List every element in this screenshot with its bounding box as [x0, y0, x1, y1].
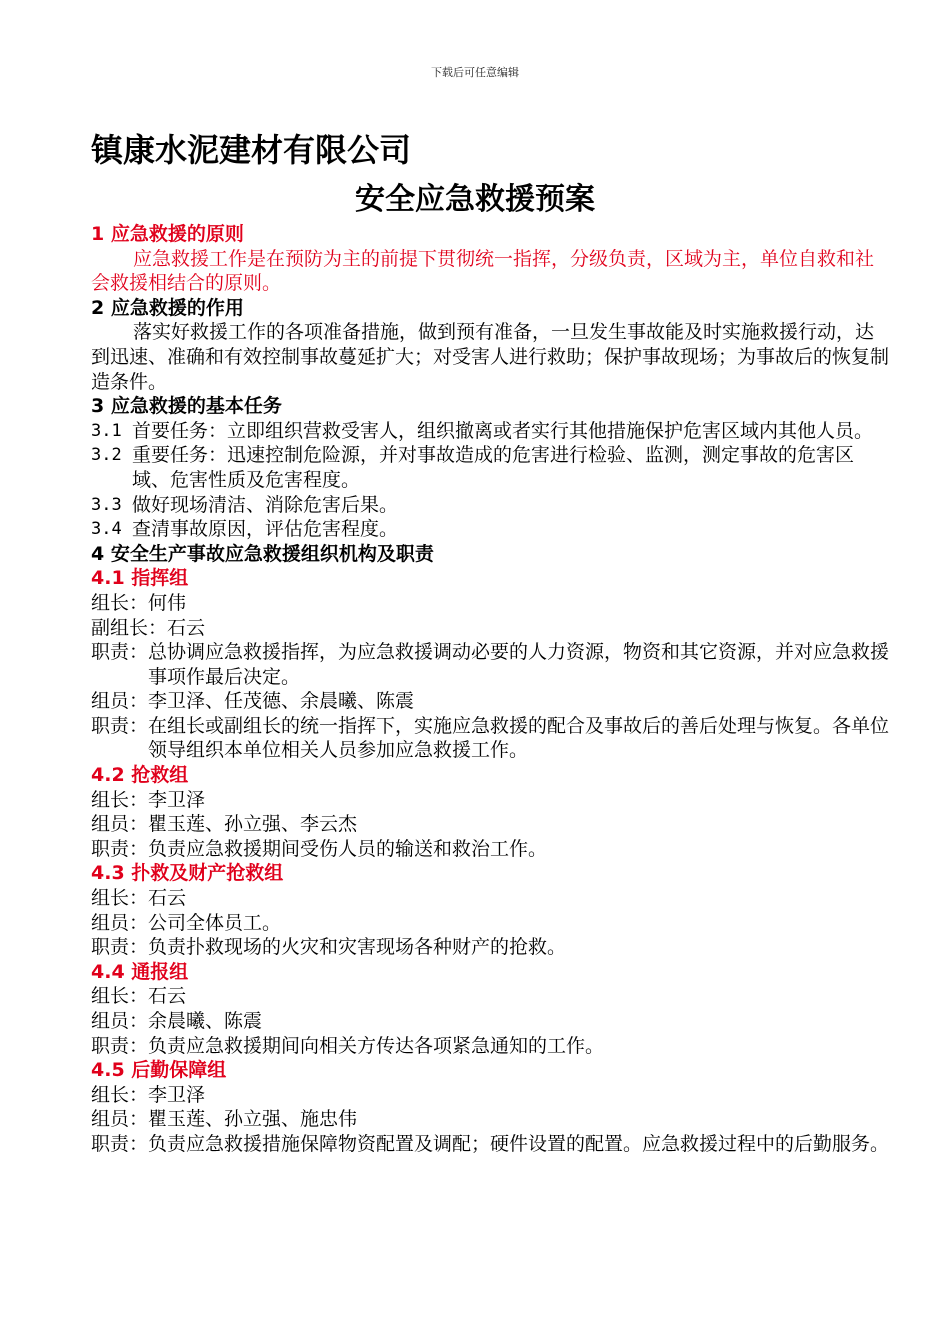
row-value: 石云	[167, 616, 206, 639]
row-value: 余晨曦、陈震	[148, 1010, 263, 1032]
row-value: 何伟	[148, 591, 187, 614]
member-row	[91, 640, 891, 689]
group-heading-rescue: 4.2 抢救组	[91, 764, 189, 787]
member-row	[91, 591, 891, 616]
task-label: 3.3	[91, 494, 132, 515]
row-key: 职责：	[91, 714, 149, 737]
row-value: 石云	[148, 985, 187, 1008]
member-row	[91, 1009, 891, 1034]
row-value: 石云	[148, 887, 187, 910]
row-value: 公司全体员工。	[148, 911, 282, 934]
row-key: 组员：	[91, 813, 149, 836]
task-item	[91, 419, 891, 444]
group-heading-command: 4.1 指挥组	[91, 567, 189, 590]
member-row	[91, 837, 891, 862]
row-key: 组员：	[91, 690, 149, 713]
row-key: 组员：	[91, 911, 149, 934]
row-key: 组长：	[91, 788, 149, 811]
group-heading-fire-property: 4.3 扑救及财产抢救组	[91, 862, 284, 885]
task-item	[91, 493, 891, 518]
member-row	[91, 812, 891, 837]
row-value: 瞿玉莲、孙立强、李云杰	[148, 813, 358, 836]
row-key: 职责：	[91, 936, 149, 959]
row-key: 组长：	[91, 591, 149, 614]
task-label: 3.4	[91, 519, 132, 540]
section-4-heading: 4 安全生产事故应急救援组织机构及职责	[91, 542, 434, 565]
section-2-heading: 2 应急救援的作用	[91, 296, 244, 319]
row-value: 负责扑救现场的火灾和灾害现场各种财产的抢救。	[148, 936, 567, 959]
member-row	[91, 984, 891, 1009]
member-row	[91, 1132, 891, 1157]
task-item	[91, 443, 891, 492]
section-1-heading: 1 应急救援的原则	[91, 223, 244, 245]
company-name: 镇康水泥建材有限公司	[91, 131, 412, 169]
task-label: 3.2	[91, 445, 132, 466]
group-heading-notification: 4.4 通报组	[91, 960, 189, 983]
member-row	[91, 616, 891, 641]
header-note: 下载后可任意编辑	[431, 66, 519, 79]
row-value: 在组长或副组长的统一指挥下，实施应急救援的配合及事故后的善后处理与恢复。各单位领导组织本单位相关人员参加应急救援工作。	[148, 714, 890, 762]
member-row	[91, 1107, 891, 1132]
row-key: 副组长：	[91, 616, 168, 639]
task-text: 首要任务：立即组织营救受害人，组织撤离或者实行其他措施保护危害区域内其他人员。	[131, 419, 873, 442]
section-2-text: 落实好救援工作的各项准备措施，做到预有准备，一旦发生事故能及时实施救援行动，达到迅速、准确和有效控制事故蔓延扩大；对受害人进行救助；保护事故现场；为事故后的恢复制造条件。	[91, 321, 890, 393]
member-row	[91, 1083, 891, 1108]
task-item	[91, 517, 891, 542]
task-text: 查清事故原因，评估危害程度。	[131, 518, 398, 541]
group-heading-logistics: 4.5 后勤保障组	[91, 1059, 227, 1082]
row-value: 李卫泽	[148, 1083, 206, 1106]
row-key: 组长：	[91, 985, 149, 1008]
member-row	[91, 689, 891, 714]
task-label: 3.1	[91, 420, 132, 441]
row-value: 总协调应急救援指挥，为应急救援调动必要的人力资源，物资和其它资源，并对应急救援事项作最后决定。	[148, 641, 890, 688]
row-key: 职责：	[91, 641, 149, 664]
row-key: 组长：	[91, 887, 149, 910]
row-value: 负责应急救援措施保障物资配置及调配；硬件设置的配置。应急救援过程中的后勤服务。	[148, 1132, 890, 1155]
task-text: 做好现场清洁、消除危害后果。	[131, 493, 398, 516]
task-text: 重要任务：迅速控制危险源，并对事故造成的危害进行检验、监测，测定事故的危害区域、危害性质及危害程度。	[131, 444, 854, 491]
row-key: 组员：	[91, 1010, 149, 1032]
row-key: 职责：	[91, 837, 149, 860]
member-row	[91, 1034, 891, 1059]
member-row	[91, 788, 891, 813]
member-row	[91, 935, 891, 960]
member-row	[91, 886, 891, 911]
member-row	[91, 714, 891, 763]
member-row	[91, 911, 891, 936]
document-body	[91, 222, 891, 1157]
row-value: 瞿玉莲、孙立强、施忠伟	[148, 1108, 358, 1131]
section-1-text: 应急救援工作是在预防为主的前提下贯彻统一指挥，分级负责，区域为主，单位自救和社会救援相结合的原则。	[91, 247, 875, 295]
row-key: 组员：	[91, 1108, 149, 1131]
row-key: 职责：	[91, 1132, 149, 1155]
row-value: 李卫泽	[148, 788, 206, 811]
row-key: 职责：	[91, 1034, 149, 1057]
section-3-heading: 3 应急救援的基本任务	[91, 395, 282, 418]
row-value: 负责应急救援期间受伤人员的输送和救治工作。	[148, 837, 548, 860]
row-value: 李卫泽、任茂德、余晨曦、陈震	[148, 690, 415, 713]
row-value: 负责应急救援期间向相关方传达各项紧急通知的工作。	[148, 1034, 605, 1057]
document-title: 安全应急救援预案	[355, 182, 595, 217]
row-key: 组长：	[91, 1083, 149, 1106]
